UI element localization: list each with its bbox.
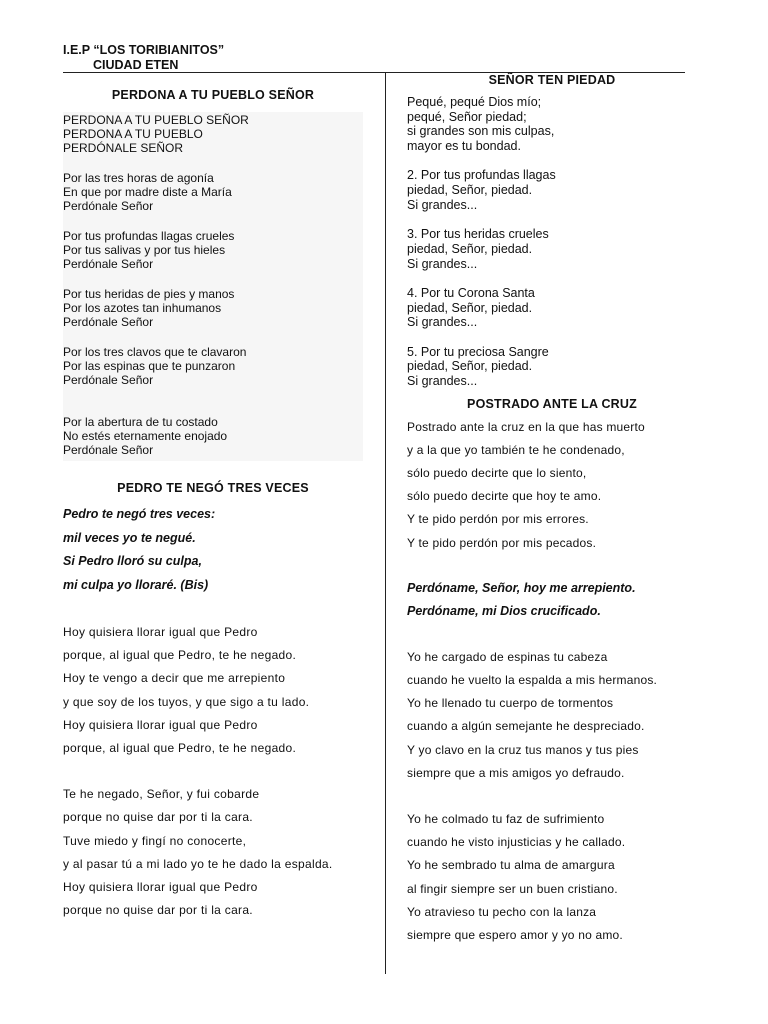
song-perdona-lyrics (63, 112, 363, 461)
lyric-line: si grandes son mis culpas, (407, 124, 555, 139)
lyric-line: Por tus salivas y por tus hieles (63, 243, 226, 257)
stanza (63, 415, 363, 457)
lyric-line: porque, al igual que Pedro, te he negado. (63, 741, 297, 756)
lyric-line: Hoy quisiera llorar igual que Pedro (63, 717, 258, 732)
lyric-line: Y yo clavo en la cruz tus manos y tus pies (407, 742, 639, 757)
lyric-line: Perdóname, mi Dios crucificado. (407, 604, 601, 619)
lyric-line: Y te pido perdón por mis errores. (407, 512, 589, 527)
lyric-line: porque, al igual que Pedro, te he negado. (63, 648, 297, 663)
lyric-line: Perdónale Señor (63, 199, 154, 213)
column-divider (385, 72, 386, 974)
lyric-line: Postrado ante la cruz en la que has muerto (407, 419, 645, 434)
lyric-line: Por las tres horas de agonía (63, 171, 214, 185)
pedro-verses (63, 621, 363, 922)
lyric-line: Hoy te vengo a decir que me arrepiento (63, 671, 286, 686)
lyric-line: Perdónale Señor (63, 373, 154, 387)
lyric-line: y a la que yo también te he condenado, (407, 442, 625, 457)
lyric-line: piedad, Señor, piedad. (407, 183, 533, 198)
school-name: I.E.P “LOS TORIBIANITOS” (63, 43, 225, 57)
lyric-line: Si grandes... (407, 256, 478, 271)
lyric-line: 2. Por tus profundas llagas (407, 168, 556, 183)
lyric-line: Yo he sembrado tu alma de amargura (407, 858, 615, 873)
lyric-line: Yo he llenado tu cuerpo de tormentos (407, 696, 614, 711)
lyric-line: Si grandes... (407, 197, 478, 212)
lyric-line: y al pasar tú a mi lado yo te he dado la espalda. (63, 856, 333, 871)
song-title-postrado: POSTRADO ANTE LA CRUZ (467, 396, 637, 411)
lyric-line: cuando he visto injusticias y he callado. (407, 835, 626, 850)
lyric-line: En que por madre diste a María (63, 185, 232, 199)
lyric-line: piedad, Señor, piedad. (407, 241, 533, 256)
lyric-line: Yo he cargado de espinas tu cabeza (407, 649, 608, 664)
stanza (63, 287, 363, 329)
lyric-line: PERDÓNALE SEÑOR (63, 141, 184, 155)
school-city: CIUDAD ETEN (93, 58, 179, 72)
lyric-line: 5. Por tu preciosa Sangre (407, 344, 549, 359)
song-title-senor: SEÑOR TEN PIEDAD (488, 73, 616, 87)
right-column (407, 73, 697, 947)
lyric-line: Y te pido perdón por mis pecados. (407, 535, 597, 550)
lyric-line: Por los azotes tan inhumanos (63, 301, 222, 315)
lyric-line: sólo puedo decirte que hoy te amo. (407, 489, 602, 504)
lyric-line: piedad, Señor, piedad. (407, 359, 533, 374)
lyric-line: porque no quise dar por ti la cara. (63, 903, 253, 918)
lyric-line: Por las espinas que te punzaron (63, 359, 236, 373)
lyric-line: Yo he colmado tu faz de sufrimiento (407, 812, 605, 827)
lyric-line: Hoy quisiera llorar igual que Pedro (63, 625, 258, 639)
lyric-line: 4. Por tu Corona Santa (407, 285, 535, 300)
lyric-line: siempre que a mis amigos yo defraudo. (407, 765, 625, 780)
lyric-line: pequé, Señor piedad; (407, 109, 527, 124)
lyric-line: y que soy de los tuyos, y que sigo a tu lado. (63, 694, 310, 709)
lyric-line: cuando a algún semejante he despreciado. (407, 719, 645, 734)
lyric-line: Perdóname, Señor, hoy me arrepiento. (407, 580, 636, 595)
lyric-line: cuando he vuelto la espalda a mis hermanos. (407, 673, 658, 688)
postrado-chorus (407, 577, 697, 624)
lyric-line: mayor es tu bondad. (407, 139, 521, 154)
lyric-line: Hoy quisiera llorar igual que Pedro (63, 880, 258, 895)
stanza (63, 171, 363, 213)
lyric-line: siempre que espero amor y yo no amo. (407, 928, 623, 943)
lyric-line: Si grandes... (407, 315, 478, 330)
school-header (63, 43, 224, 73)
lyric-line: Si grandes... (407, 373, 478, 388)
lyric-line: Te he negado, Señor, y fui cobarde (63, 787, 260, 802)
song-title-pedro: PEDRO TE NEGÓ TRES VECES (117, 481, 309, 495)
lyric-line: Perdónale Señor (63, 443, 154, 457)
lyric-line: Pequé, pequé Dios mío; (407, 95, 542, 109)
lyric-line: PERDONA A TU PUEBLO SEÑOR (63, 113, 249, 127)
lyric-line: Perdónale Señor (63, 257, 154, 271)
song-senor-lyrics (407, 95, 697, 389)
lyric-line: mi culpa yo lloraré. (Bis) (63, 577, 209, 592)
lyric-line: porque no quise dar por ti la cara. (63, 810, 253, 825)
lyric-line: Por tus profundas llagas crueles (63, 229, 235, 243)
lyric-line: sólo puedo decirte que lo siento, (407, 466, 587, 481)
lyric-line: Por tus heridas de pies y manos (63, 287, 235, 301)
lyric-line: Si Pedro lloró su culpa, (63, 554, 202, 568)
pedro-chorus (63, 503, 363, 597)
stanza (63, 345, 363, 387)
left-column (63, 88, 363, 922)
lyric-line: piedad, Señor, piedad. (407, 300, 533, 315)
stanza (63, 229, 363, 271)
lyric-line: Pedro te negó tres veces: (63, 507, 216, 521)
lyric-line: Yo atravieso tu pecho con la lanza (407, 904, 597, 919)
postrado-verse-2 (407, 646, 697, 785)
lyric-line: No estés eternamente enojado (63, 429, 228, 443)
stanza (63, 113, 363, 155)
lyric-line: Por los tres clavos que te clavaron (63, 345, 247, 359)
lyric-line: Por la abertura de tu costado (63, 415, 218, 429)
lyric-line: 3. Por tus heridas crueles (407, 227, 549, 242)
lyric-line: PERDONA A TU PUEBLO (63, 127, 203, 141)
postrado-verse-3 (407, 808, 697, 947)
lyric-line: Tuve miedo y fingí no conocerte, (63, 833, 247, 848)
postrado-verse-1 (407, 416, 697, 555)
song-title-perdona: PERDONA A TU PUEBLO SEÑOR (111, 88, 315, 102)
lyric-line: mil veces yo te negué. (63, 530, 196, 545)
lyric-line: al fingir siempre ser un buen cristiano. (407, 881, 618, 896)
lyric-line: Perdónale Señor (63, 315, 154, 329)
